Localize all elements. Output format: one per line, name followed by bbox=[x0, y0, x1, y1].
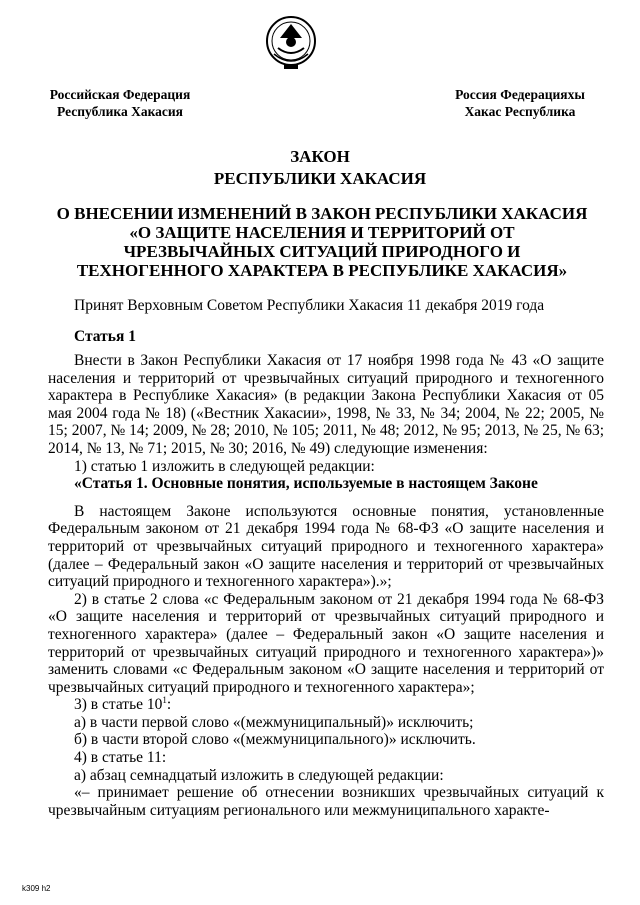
header-left-line2: Республика Хакасия bbox=[57, 104, 183, 119]
paragraph: б) в части второй слово «(межмуниципального)» исключить. bbox=[74, 731, 476, 749]
footer-code: k309 h2 bbox=[22, 884, 51, 893]
header-right-line1: Россия Федерацияхы bbox=[455, 87, 585, 102]
paragraph: а) в части первой слово «(межмуниципальный)» исключить; bbox=[74, 713, 474, 731]
quoted-article-heading: «Статья 1. Основные понятия, используемые в настоящем Законе bbox=[74, 475, 538, 493]
law-title: ЗАКОН bbox=[290, 147, 350, 166]
law-subtitle: О ВНЕСЕНИИ ИЗМЕНЕНИЙ В ЗАКОН РЕСПУБЛИКИ ХАКАСИЯ «О ЗАЩИТЕ НАСЕЛЕНИЯ И ТЕРРИТОРИЙ ОТ ЧРЕЗВЫЧАЙНЫХ СИТУАЦИЙ ПРИРОДНОГО И ТЕХНОГЕННОГО ХАРАКТЕРА В РЕСПУБЛИКЕ ХАКАСИЯ» bbox=[56, 204, 588, 280]
article-heading: Статья 1 bbox=[74, 328, 136, 345]
document-body bbox=[48, 352, 604, 819]
superscript: 1 bbox=[162, 695, 167, 706]
law-title-republic: РЕСПУБЛИКИ ХАКАСИЯ bbox=[213, 169, 427, 188]
paragraph: а) абзац семнадцатый изложить в следующей редакции: bbox=[74, 766, 444, 784]
paragraph: 4) в статье 11: bbox=[74, 749, 167, 767]
paragraph bbox=[48, 696, 604, 714]
paragraph: 1) статью 1 изложить в следующей редакции: bbox=[74, 457, 375, 475]
header-left-line1: Российская Федерация bbox=[49, 87, 191, 102]
paragraph: «– принимает решение об отнесении возникших чрезвычайных ситуаций к чрезвычайным ситуациям регионального или межмуниципального характе- bbox=[48, 784, 604, 819]
paragraph: В настоящем Законе используются основные понятия, установленные Федеральным законом от 21 декабря 1994 года № 68-ФЗ «О защите населения и территорий от чрезвычайных ситуаций природного и техногенного характера» (далее – Федеральный закон «О защите населения и территорий от чрезвычайных ситуаций природного и техногенного характера»).»; bbox=[48, 502, 604, 591]
header-left bbox=[32, 86, 208, 120]
header-right bbox=[432, 86, 608, 120]
adoption-line: Принят Верховным Советом Республики Хакасия 11 декабря 2019 года bbox=[74, 297, 545, 314]
paragraph: 2) в статье 2 слова «с Федеральным законом от 21 декабря 1994 года № 68-ФЗ «О защите населения и территорий от чрезвычайных ситуаций природного и техногенного характера» (далее – Федеральный закон «О защите населения и территорий от чрезвычайных ситуаций природного и техногенного характера»)» заменить словами «с Федеральным законом «О защите населения и территорий от чрезвычайных ситуаций природного и техногенного характера»; bbox=[48, 590, 604, 696]
paragraph-text-suffix: : bbox=[166, 696, 172, 714]
header-right-line2: Хакас Республика bbox=[464, 104, 576, 119]
paragraph: Внести в Закон Республики Хакасия от 17 ноября 1998 года № 43 «О защите населения и территорий от чрезвычайных ситуаций природного и техногенного характера в Республике Хакасия» (в редакции Закона Республики Хакасия от 05 мая 2004 года № 18) («Вестник Хакасии», 1998, № 33, № 34; 2004, № 22; 2005, № 15; 2007, № 14; 2009, № 28; 2010, № 105; 2011, № 48; 2012, № 95; 2013, № 25, № 63; 2014, № 13, № 71; 2015, № 30; 2016, № 49) следующие изменения: bbox=[48, 352, 604, 457]
coat-of-arms-icon bbox=[264, 14, 318, 72]
paragraph-text: 3) в статье 10 bbox=[74, 696, 163, 714]
